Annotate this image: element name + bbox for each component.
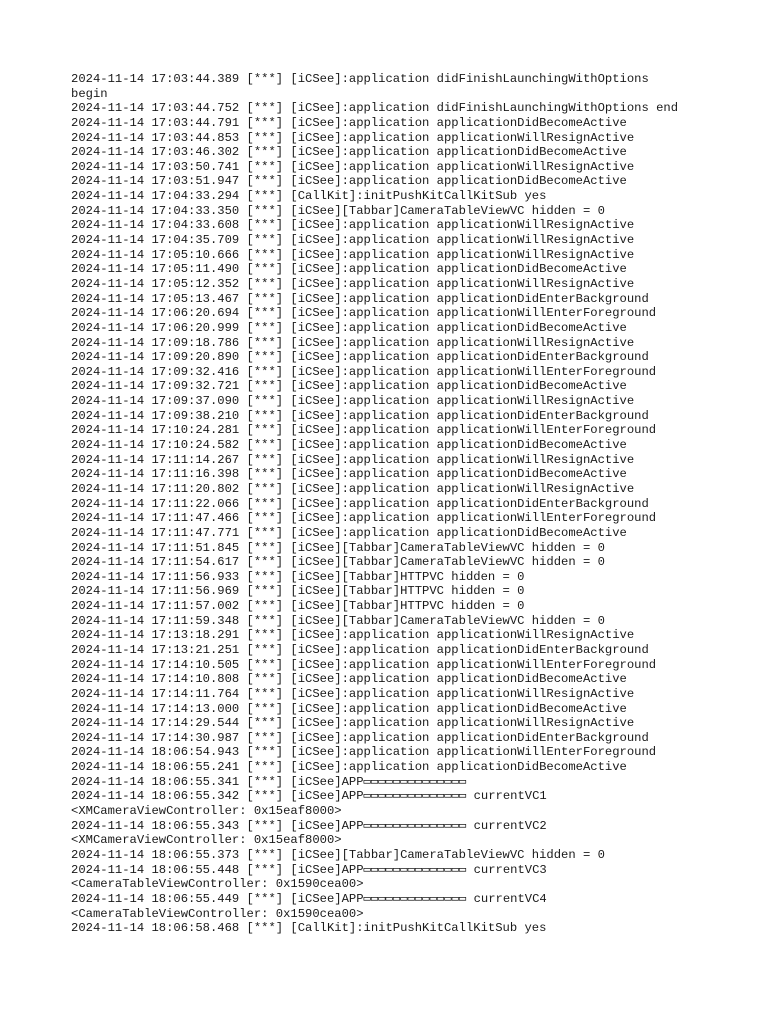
- log-line: 2024-11-14 17:09:32.416 [***] [iCSee]:application applicationWillEnterForeground: [71, 364, 657, 379]
- log-line: begin: [71, 86, 108, 101]
- log-line: 2024-11-14 17:03:44.752 [***] [iCSee]:application didFinishLaunchingWithOptions end: [71, 101, 679, 116]
- log-line: 2024-11-14 18:06:55.373 [***] [iCSee][Tabbar]CameraTableViewVC hidden = 0: [71, 847, 605, 862]
- log-line: 2024-11-14 17:09:38.210 [***] [iCSee]:application applicationDidEnterBackground: [71, 408, 649, 423]
- log-line: 2024-11-14 17:04:33.350 [***] [iCSee][Tabbar]CameraTableViewVC hidden = 0: [71, 203, 605, 218]
- log-line: 2024-11-14 17:11:51.845 [***] [iCSee][Tabbar]CameraTableViewVC hidden = 0: [71, 540, 605, 555]
- log-line: 2024-11-14 17:11:57.002 [***] [iCSee][Tabbar]HTTPVC hidden = 0: [71, 599, 525, 614]
- log-line: <CameraTableViewController: 0x1590cea00>: [71, 877, 364, 892]
- log-line: 2024-11-14 17:11:16.398 [***] [iCSee]:application applicationDidBecomeActive: [71, 467, 627, 482]
- log-line: 2024-11-14 17:14:10.505 [***] [iCSee]:application applicationWillEnterForeground: [71, 657, 657, 672]
- log-line: 2024-11-14 17:05:12.352 [***] [iCSee]:application applicationWillResignActive: [71, 276, 635, 291]
- log-text-block: [71, 72, 751, 936]
- log-line: 2024-11-14 17:13:18.291 [***] [iCSee]:application applicationWillResignActive: [71, 628, 635, 643]
- log-line: 2024-11-14 18:06:54.943 [***] [iCSee]:application applicationWillEnterForeground: [71, 745, 657, 760]
- log-line: 2024-11-14 17:14:10.808 [***] [iCSee]:application applicationDidBecomeActive: [71, 672, 627, 687]
- log-line: 2024-11-14 18:06:55.241 [***] [iCSee]:application applicationDidBecomeActive: [71, 760, 627, 775]
- log-line: 2024-11-14 17:11:14.267 [***] [iCSee]:application applicationWillResignActive: [71, 452, 635, 467]
- log-line: 2024-11-14 17:13:21.251 [***] [iCSee]:application applicationDidEnterBackground: [71, 642, 649, 657]
- log-line: 2024-11-14 17:14:30.987 [***] [iCSee]:application applicationDidEnterBackground: [71, 730, 649, 745]
- log-line: 2024-11-14 17:04:35.709 [***] [iCSee]:application applicationWillResignActive: [71, 233, 635, 248]
- log-line: 2024-11-14 17:03:46.302 [***] [iCSee]:application applicationDidBecomeActive: [71, 145, 627, 160]
- log-line: 2024-11-14 17:03:51.947 [***] [iCSee]:application applicationDidBecomeActive: [71, 174, 627, 189]
- log-line: 2024-11-14 17:04:33.608 [***] [iCSee]:application applicationWillResignActive: [71, 218, 635, 233]
- log-line: 2024-11-14 18:06:55.342 [***] [iCSee]APP▭▭▭▭▭▭▭▭▭▭▭▭▭▭ currentVC1: [71, 789, 547, 804]
- log-line: 2024-11-14 17:06:20.999 [***] [iCSee]:application applicationDidBecomeActive: [71, 320, 627, 335]
- log-line: <XMCameraViewController: 0x15eaf8000>: [71, 804, 342, 819]
- log-line: 2024-11-14 18:06:55.448 [***] [iCSee]APP▭▭▭▭▭▭▭▭▭▭▭▭▭▭ currentVC3: [71, 862, 547, 877]
- log-line: 2024-11-14 17:05:13.467 [***] [iCSee]:application applicationDidEnterBackground: [71, 291, 649, 306]
- log-line: 2024-11-14 17:03:44.389 [***] [iCSee]:application didFinishLaunchingWithOptions: [71, 72, 649, 86]
- log-line: <CameraTableViewController: 0x1590cea00>: [71, 906, 364, 921]
- log-line: 2024-11-14 17:03:50.741 [***] [iCSee]:application applicationWillResignActive: [71, 159, 635, 174]
- log-line: 2024-11-14 17:11:47.771 [***] [iCSee]:application applicationDidBecomeActive: [71, 525, 627, 540]
- log-line: 2024-11-14 17:05:11.490 [***] [iCSee]:application applicationDidBecomeActive: [71, 262, 627, 277]
- log-line: 2024-11-14 17:09:32.721 [***] [iCSee]:application applicationDidBecomeActive: [71, 379, 627, 394]
- log-line: 2024-11-14 17:14:29.544 [***] [iCSee]:application applicationWillResignActive: [71, 716, 635, 731]
- log-line: 2024-11-14 17:11:56.933 [***] [iCSee][Tabbar]HTTPVC hidden = 0: [71, 569, 525, 584]
- log-line: 2024-11-14 17:11:47.466 [***] [iCSee]:application applicationWillEnterForeground: [71, 511, 657, 526]
- log-line: 2024-11-14 17:09:37.090 [***] [iCSee]:application applicationWillResignActive: [71, 394, 635, 409]
- log-line: 2024-11-14 17:03:44.791 [***] [iCSee]:application applicationDidBecomeActive: [71, 115, 627, 130]
- log-line: 2024-11-14 17:04:33.294 [***] [CallKit]:initPushKitCallKitSub yes: [71, 189, 547, 204]
- log-line: 2024-11-14 18:06:55.449 [***] [iCSee]APP▭▭▭▭▭▭▭▭▭▭▭▭▭▭ currentVC4: [71, 891, 547, 906]
- log-line: 2024-11-14 18:06:55.341 [***] [iCSee]APP▭▭▭▭▭▭▭▭▭▭▭▭▭▭: [71, 774, 467, 789]
- log-line: 2024-11-14 17:14:13.000 [***] [iCSee]:application applicationDidBecomeActive: [71, 701, 627, 716]
- log-line: 2024-11-14 17:11:54.617 [***] [iCSee][Tabbar]CameraTableViewVC hidden = 0: [71, 555, 605, 570]
- log-line: 2024-11-14 17:10:24.281 [***] [iCSee]:application applicationWillEnterForeground: [71, 423, 657, 438]
- log-line: 2024-11-14 17:11:20.802 [***] [iCSee]:application applicationWillResignActive: [71, 481, 635, 496]
- log-line: 2024-11-14 17:10:24.582 [***] [iCSee]:application applicationDidBecomeActive: [71, 438, 627, 453]
- log-line: 2024-11-14 17:06:20.694 [***] [iCSee]:application applicationWillEnterForeground: [71, 306, 657, 321]
- log-line: 2024-11-14 18:06:55.343 [***] [iCSee]APP▭▭▭▭▭▭▭▭▭▭▭▭▭▭ currentVC2: [71, 818, 547, 833]
- log-line: 2024-11-14 17:09:20.890 [***] [iCSee]:application applicationDidEnterBackground: [71, 350, 649, 365]
- log-line: <XMCameraViewController: 0x15eaf8000>: [71, 833, 342, 848]
- log-line: 2024-11-14 17:11:22.066 [***] [iCSee]:application applicationDidEnterBackground: [71, 496, 649, 511]
- log-line: 2024-11-14 17:05:10.666 [***] [iCSee]:application applicationWillResignActive: [71, 247, 635, 262]
- log-line: 2024-11-14 17:09:18.786 [***] [iCSee]:application applicationWillResignActive: [71, 335, 635, 350]
- log-line: 2024-11-14 18:06:58.468 [***] [CallKit]:initPushKitCallKitSub yes: [71, 921, 547, 936]
- log-line: 2024-11-14 17:03:44.853 [***] [iCSee]:application applicationWillResignActive: [71, 130, 635, 145]
- log-line: 2024-11-14 17:11:59.348 [***] [iCSee][Tabbar]CameraTableViewVC hidden = 0: [71, 613, 605, 628]
- log-line: 2024-11-14 17:14:11.764 [***] [iCSee]:application applicationWillResignActive: [71, 686, 635, 701]
- log-line: 2024-11-14 17:11:56.969 [***] [iCSee][Tabbar]HTTPVC hidden = 0: [71, 584, 525, 599]
